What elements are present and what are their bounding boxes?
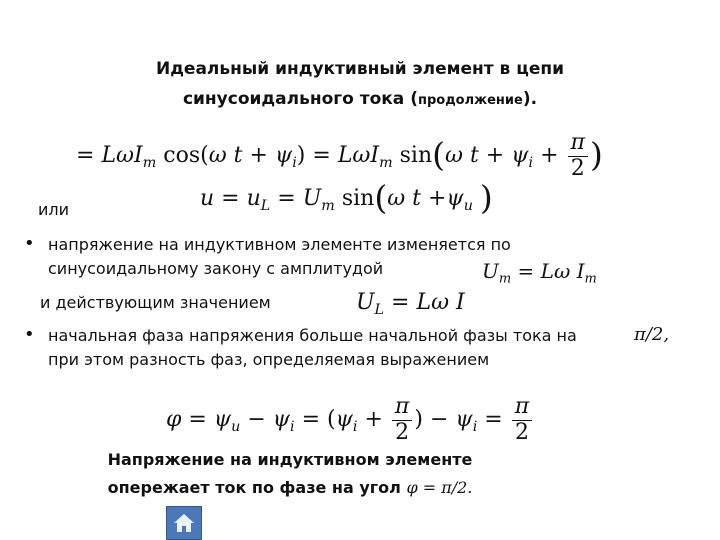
or-label: или bbox=[38, 200, 70, 219]
conclusion-formula: φ = π/2. bbox=[406, 478, 473, 497]
bullet-2-line-1: начальная фаза напряжения больше начальной фазы тока на bbox=[48, 326, 577, 345]
slide-title bbox=[110, 54, 610, 116]
home-icon bbox=[172, 512, 196, 534]
title-line-2: синусоидального тока (продолжение). bbox=[182, 89, 538, 109]
conclusion-line-2: опережает ток по фазе на угол φ = π/2. bbox=[107, 478, 473, 497]
conclusion-line-1: Напряжение на индуктивном элементе bbox=[107, 450, 473, 469]
bullet-1-line-3: и действующим значением bbox=[40, 293, 271, 312]
bullet-1-marker: • bbox=[24, 233, 35, 254]
formula-voltage-expanded: = LωI$_m$ cos(ω $t + \psi_i) = L\omega I_m$ sin(ω $t + \psi_i$ + $\frac{\pi}{2}$ ) bbox=[76, 130, 603, 181]
formula-voltage-sin: $u = u_L = U_m$ sin(ω $t +\psi_u$ ) bbox=[200, 178, 493, 217]
formula-effective-value: $U_L = L\omega$ I bbox=[356, 290, 465, 318]
title-small-text: продолжение bbox=[417, 93, 523, 108]
formula-phase-difference: $\varphi = \psi_u - \psi_i = (\psi_i$ + $\frac{\pi}{2}$ ) − $\psi_i$ = $\frac{\pi}{2}$ bbox=[166, 392, 534, 455]
home-button[interactable] bbox=[166, 506, 202, 540]
bullet-2-marker: • bbox=[24, 324, 35, 345]
pi-half-value: π/2, bbox=[634, 324, 670, 345]
conclusion bbox=[80, 446, 500, 502]
bullet-1-line-2: синусоидальному закону с амплитудой bbox=[48, 259, 384, 278]
title-line-1: Идеальный индуктивный элемент в цепи bbox=[155, 59, 565, 79]
bullet-1-line-1: напряжение на индуктивном элементе изменяется по bbox=[48, 235, 511, 254]
formula-amplitude: $U_m = L\omega$ $I_m$ bbox=[482, 259, 597, 287]
bullet-2-line-2: при этом разность фаз, определяемая выражением bbox=[48, 350, 490, 369]
